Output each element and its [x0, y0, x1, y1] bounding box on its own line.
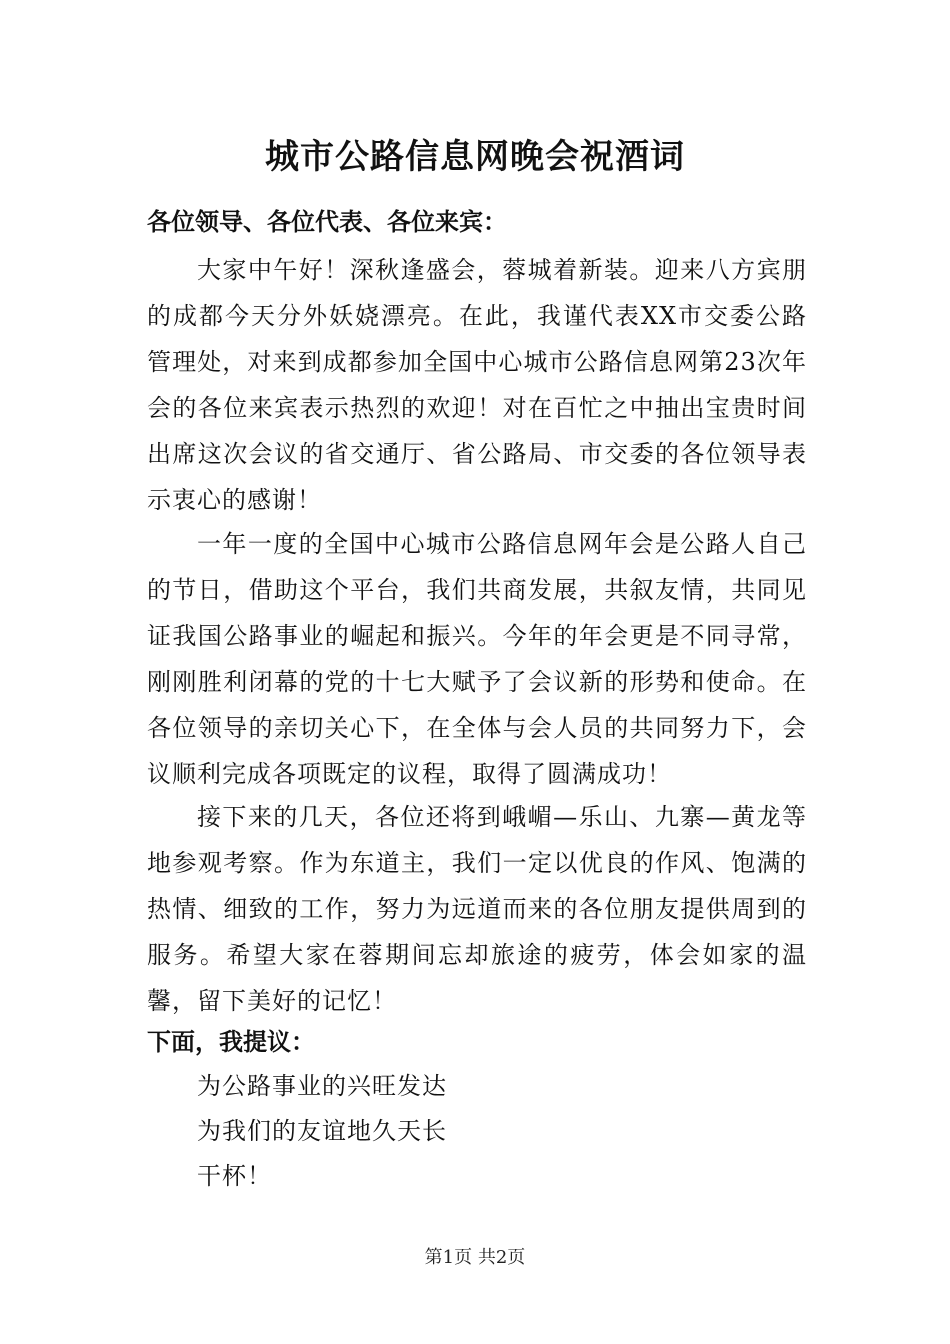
paragraph-visit-plans: 接下来的几天，各位还将到峨嵋—乐山、九寨—黄龙等地参观考察。作为东道主，我们一定以优良的作风、饱满的热情、细致的工作，努力为远道而来的各位朋友提供周到的服务。希望大家在蓉期间忘却旅途的疲劳，体会如家的温馨，留下美好的记忆！ [147, 803, 807, 1015]
paragraph-welcome: 大家中午好！深秋逢盛会，蓉城着新装。迎来八方宾朋的成都今天分外妖娆漂亮。在此，我谨代表XX市交委公路管理处，对来到成都参加全国中心城市公路信息网第23次年会的各位来宾表示热烈的欢迎！对在百忙之中抽出宝贵时间出席这次会议的省交通厅、省公路局、市交委的各位领导表示衷心的感谢！ [147, 256, 807, 514]
proposal-heading: 下面，我提议： [147, 1027, 315, 1056]
toast-line: 为我们的友谊地久天长 [197, 1117, 447, 1145]
page-footer: 第1页 共2页 [424, 1247, 526, 1268]
toast-line: 为公路事业的兴旺发达 [197, 1072, 447, 1100]
toast-line: 干杯！ [197, 1162, 272, 1190]
document-title: 城市公路信息网晚会祝酒词 [265, 137, 685, 177]
paragraph-annual-meeting: 一年一度的全国中心城市公路信息网年会是公路人自己的节日，借助这个平台，我们共商发展，共叙友情，共同见证我国公路事业的崛起和振兴。今年的年会更是不同寻常，刚刚胜利闭幕的党的十七大赋予了会议新的形势和使命。在各位领导的亲切关心下，在全体与会人员的共同努力下，会议顺利完成各项既定的议程，取得了圆满成功！ [147, 530, 807, 788]
salutation: 各位领导、各位代表、各位来宾： [147, 207, 507, 236]
